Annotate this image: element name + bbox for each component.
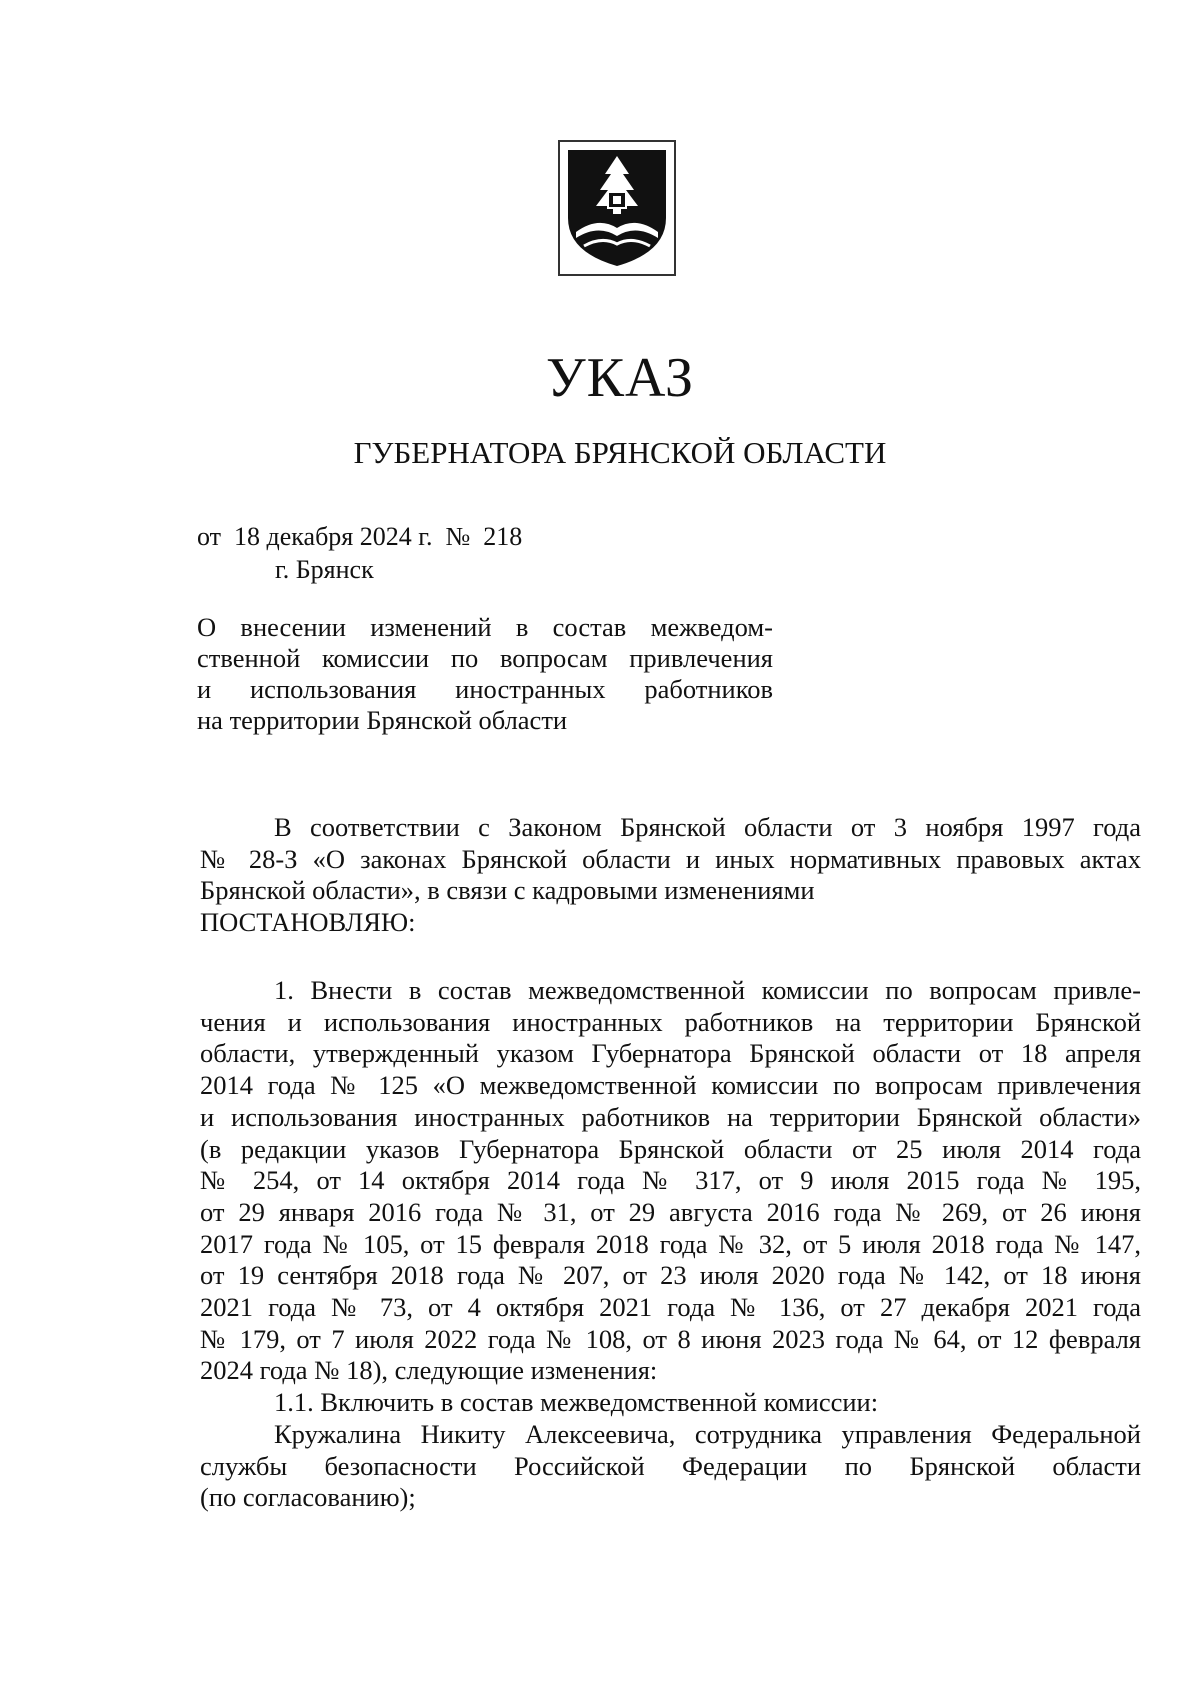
body-line: Брянской области», в связи с кадровыми изменениями (200, 875, 815, 906)
city: г. Брянск (275, 555, 374, 584)
body-line: (в редакции указов Губернатора Брянской области от 25 июля 2014 года (200, 1133, 1141, 1164)
body-line: 2024 года № 18), следующие изменения: (200, 1355, 658, 1386)
body-line: чения и использования иностранных работников на территории Брянской (200, 1006, 1141, 1037)
subject-line: на территории Брянской области (197, 705, 568, 735)
body-line: от 29 января 2016 года № 31, от 29 августа 2016 года № 269, от 26 июня (200, 1196, 1141, 1227)
body-line: 2014 года № 125 «О межведомственной комиссии по вопросам привлечения (200, 1070, 1141, 1101)
basis-paragraph (200, 812, 1141, 939)
body-line: В соответствии с Законом Брянской области от 3 ноября 1997 года (274, 812, 1141, 842)
body-line: 1. Внести в состав межведомственной комиссии по вопросам привле- (274, 975, 1141, 1005)
body-line: Кружалина Никиту Алексеевича, сотрудника управления Федеральной (274, 1418, 1141, 1449)
subject-line: ственной комиссии по вопросам привлечения (197, 643, 773, 673)
issuer-title: ГУБЕРНАТОРА БРЯНСКОЙ ОБЛАСТИ (353, 435, 887, 470)
subclause-line: 1.1. Включить в состав межведомственной комиссии: (274, 1387, 879, 1418)
body-line: от 19 сентября 2018 года № 207, от 23 июля 2020 года № 142, от 18 июня (200, 1260, 1141, 1291)
document-title: УКАЗ (545, 347, 695, 409)
body-line: № 254, от 14 октября 2014 года № 317, от 9 июля 2015 года № 195, (200, 1165, 1141, 1196)
subject-heading (197, 612, 773, 736)
coat-of-arms-icon (558, 140, 676, 276)
body-line: и использования иностранных работников на территории Брянской области» (200, 1101, 1141, 1132)
main-paragraph (200, 975, 1141, 1514)
date-and-number: от 18 декабря 2024 г. № 218 (197, 522, 523, 551)
subject-line: О внесении изменений в состав межведом- (197, 612, 773, 642)
body-line: № 28-З «О законах Брянской области и иных нормативных правовых актах (200, 843, 1141, 874)
body-line: 2021 года № 73, от 4 октября 2021 года № 136, от 27 декабря 2021 года (200, 1292, 1141, 1323)
subject-line: и использования иностранных работников (197, 674, 773, 704)
body-line: 2017 года № 105, от 15 февраля 2018 года № 32, от 5 июля 2018 года № 147, (200, 1228, 1141, 1259)
body-line: № 179, от 7 июля 2022 года № 108, от 8 июня 2023 года № 64, от 12 февраля (200, 1323, 1141, 1354)
body-line: службы безопасности Российской Федерации по Брянской области (200, 1450, 1141, 1481)
body-line: области, утвержденный указом Губернатора Брянской области от 18 апреля (200, 1038, 1141, 1069)
body-line: (по согласованию); (200, 1482, 416, 1513)
resolution-word: ПОСТАНОВЛЯЮ: (200, 907, 416, 938)
